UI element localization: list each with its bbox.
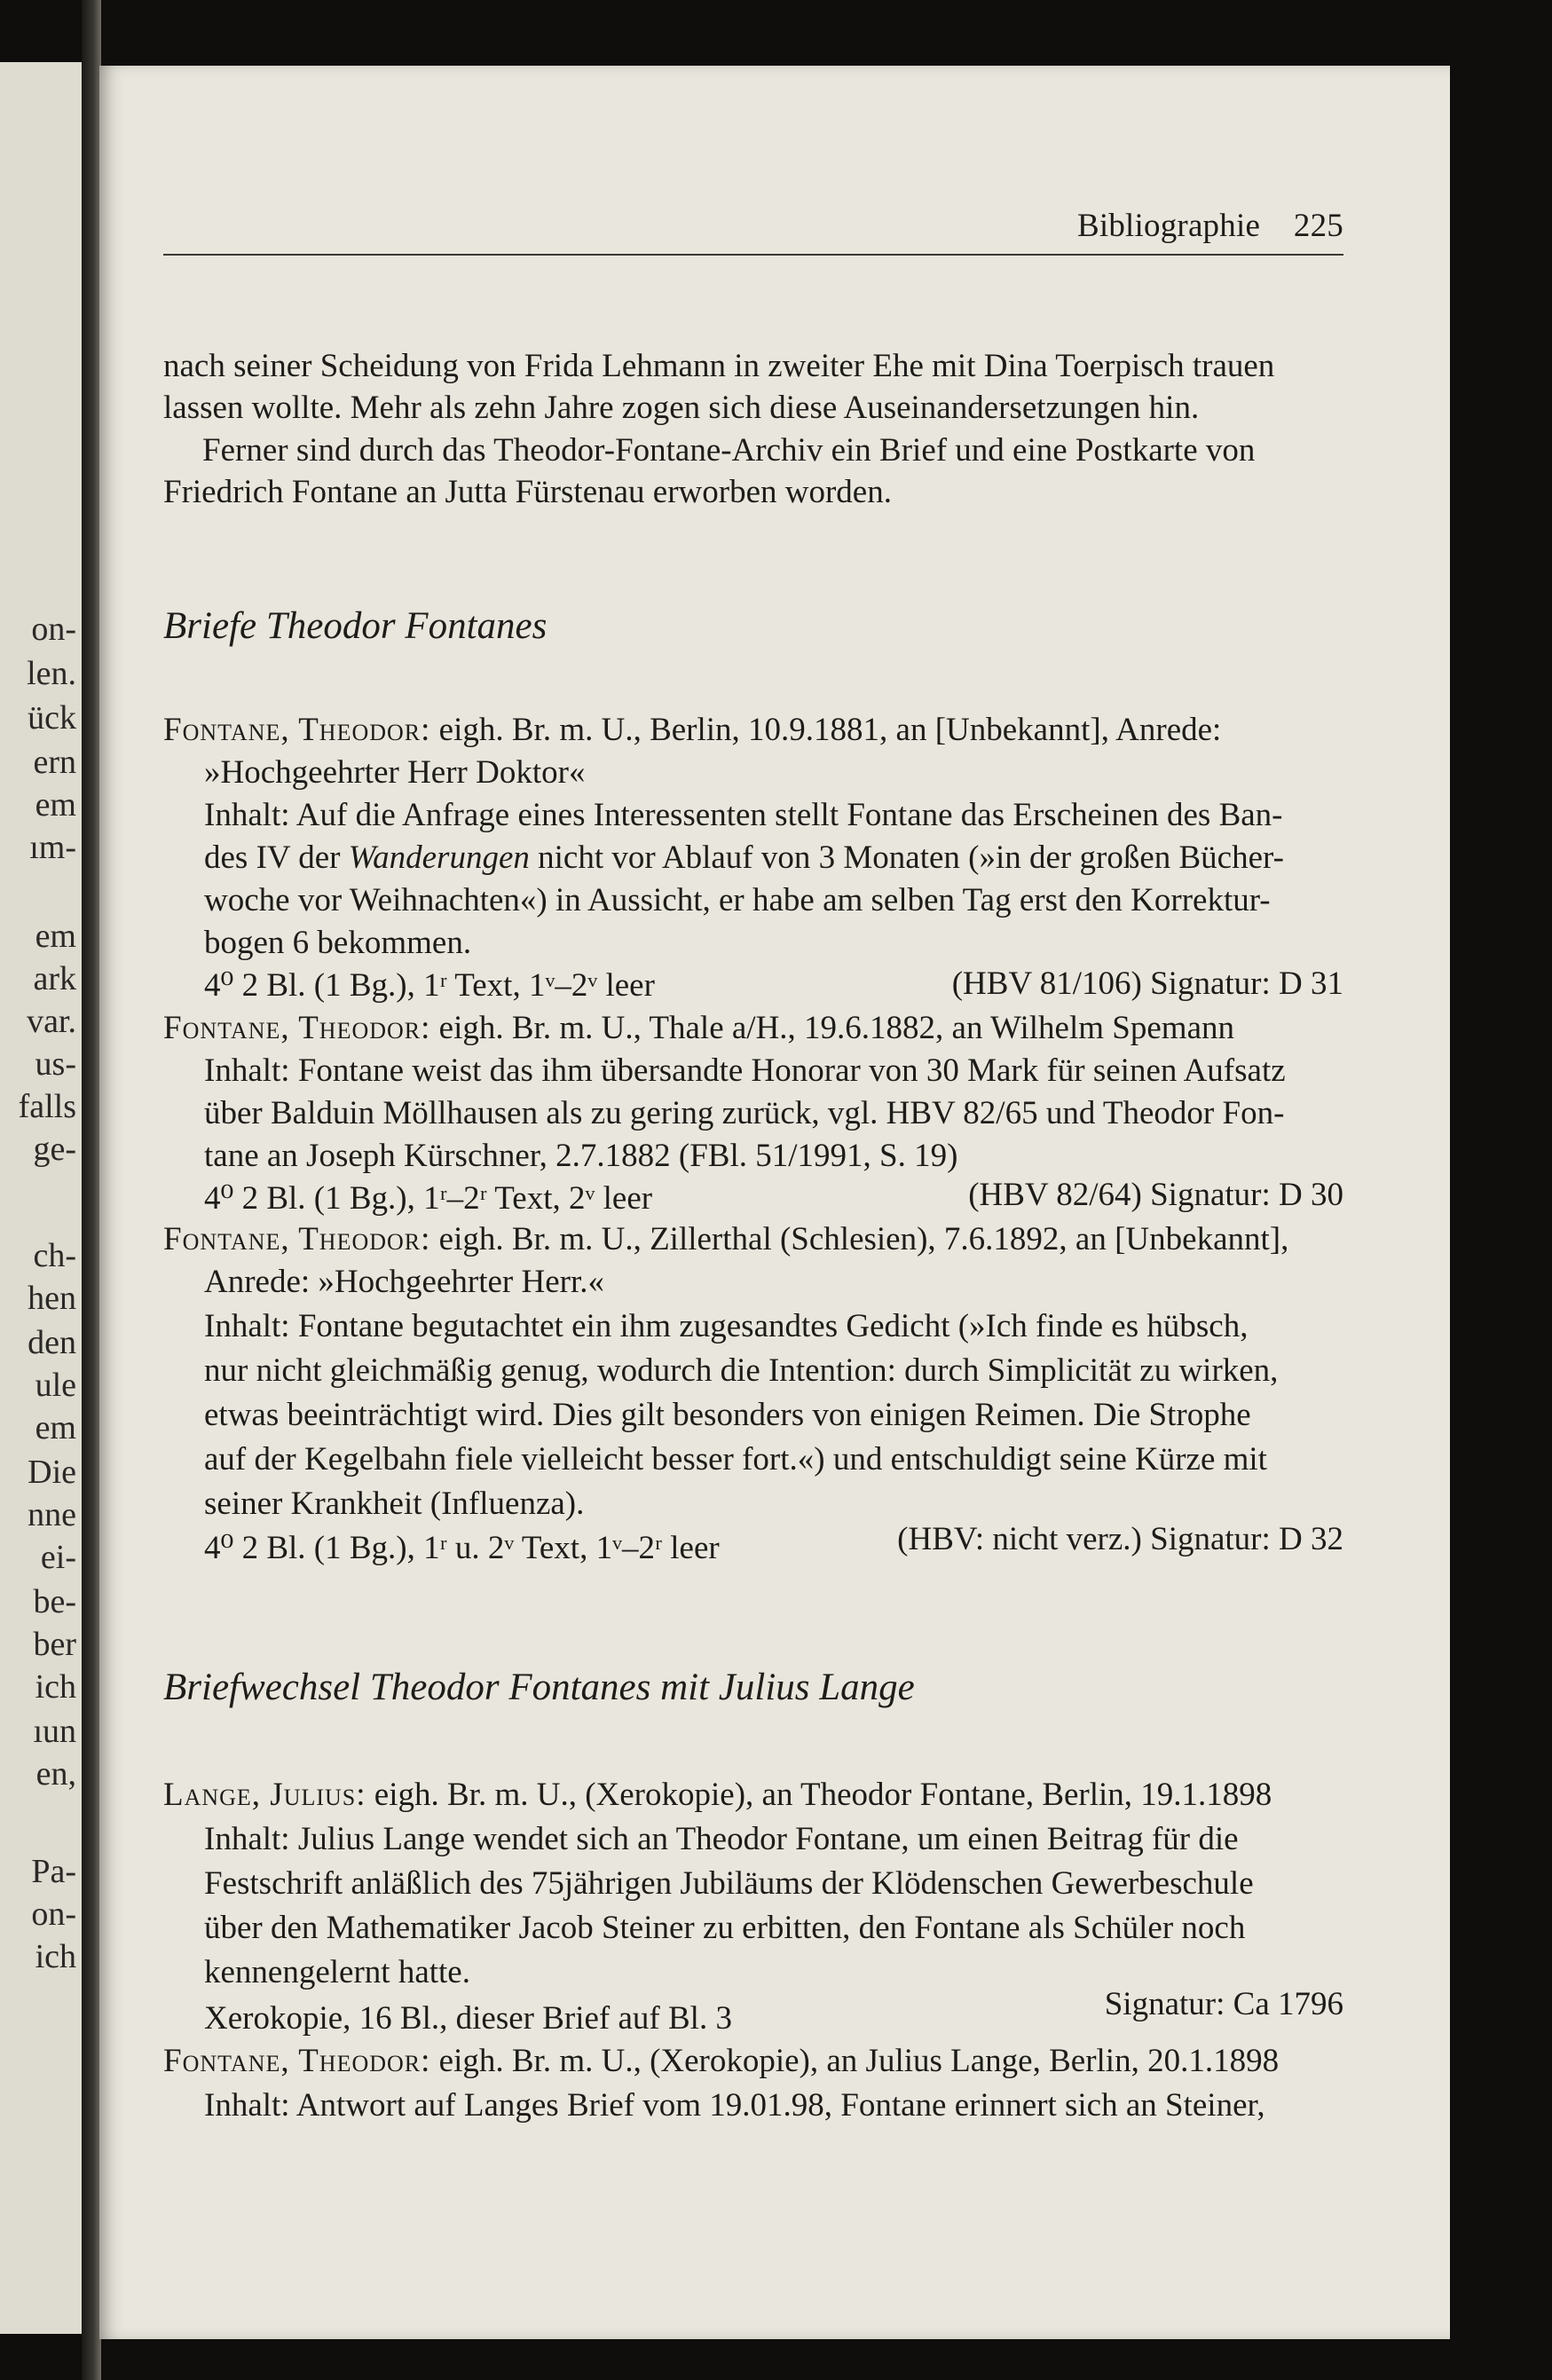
entry-content: des IV der Wanderungen nicht vor Ablauf von 3 Monaten (»in der großen Bücher- [204,839,1284,876]
previous-page-fragment: ım- [29,829,76,866]
work-title: Wanderungen [348,839,530,876]
running-title-text: Bibliographie [1077,208,1261,244]
previous-page-fragment: ule [35,1367,76,1404]
entry-format: 4⁰ 2 Bl. (1 Bg.), 1ʳ–2ʳ Text, 2ᵛ leer [204,1180,653,1217]
entry-content: tane an Joseph Kürschner, 2.7.1882 (FBl. 51/1991, S. 19) [204,1138,958,1174]
previous-page-fragment: ge- [33,1131,76,1168]
previous-page-fragment: ich [35,1668,76,1706]
entry-content: kennengelernt hatte. [204,1954,470,1990]
entry-content: Inhalt: Fontane weist das ihm übersandte Honorar von 30 Mark für seinen Aufsatz [204,1052,1286,1089]
previous-page-fragment: ber [33,1626,76,1663]
running-title [1077,207,1343,245]
previous-page-fragment: Die [28,1454,76,1491]
entry-author: Fontane, Theodor: [163,2043,431,2079]
entry-author: Fontane, Theodor: [163,712,431,748]
previous-page-fragment: us- [35,1045,76,1083]
entry-author: Fontane, Theodor: [163,1221,431,1257]
previous-page-fragment: ei- [40,1539,76,1576]
previous-page-fragment: em [35,1409,76,1446]
section-heading: Briefe Theodor Fontanes [163,605,548,647]
entry-content: seiner Krankheit (Influenza). [204,1486,585,1522]
previous-page-fragment: nne [28,1496,76,1533]
previous-page-fragment: ch- [33,1237,76,1274]
previous-page-fragment: falls [18,1088,76,1125]
entry-content: Inhalt: Fontane begutachtet ein ihm zugesandtes Gedicht (»Ich finde es hübsch, [204,1308,1249,1344]
intro-line: Friedrich Fontane an Jutta Fürstenau erworben worden. [163,474,892,510]
previous-page-fragment: ück [28,699,76,737]
entry-line: Anrede: »Hochgeehrter Herr.« [204,1264,604,1300]
previous-page-fragment: on- [31,1895,76,1933]
previous-page-fragment: be- [33,1583,76,1620]
page-number: 225 [1293,208,1343,244]
entry-content: auf der Kegelbahn fiele vielleicht besser fort.«) und entschuldigt seine Kürze mit [204,1441,1267,1478]
previous-page-fragment: var. [27,1003,76,1040]
previous-page-fragment: len. [27,655,76,692]
entry-author: Fontane, Theodor: [163,1010,431,1046]
book-page [99,66,1450,2339]
previous-page-fragment: ark [33,960,76,997]
previous-page-fragment: den [28,1324,76,1361]
previous-page-edge [0,62,82,2334]
entry-line: Fontane, Theodor: eigh. Br. m. U., Berlin, 10.9.1881, an [Unbekannt], Anrede: [163,712,1222,748]
entry-content: Inhalt: Julius Lange wendet sich an Theodor Fontane, um einen Beitrag für die [204,1821,1239,1857]
previous-page-fragment: em [35,918,76,955]
previous-page-fragment: hen [28,1280,76,1317]
entry-content: Festschrift anläßlich des 75jährigen Jubiläums der Klödenschen Gewerbeschule [204,1865,1254,1902]
previous-page-fragment: en, [35,1755,76,1793]
entry-format: Xerokopie, 16 Bl., dieser Brief auf Bl. 3 [204,2000,732,2037]
entry-content: Inhalt: Antwort auf Langes Brief vom 19.01.98, Fontane erinnert sich an Steiner, [204,2087,1265,2124]
entry-author: Lange, Julius: [163,1777,366,1813]
entry-content: Inhalt: Auf die Anfrage eines Interessenten stellt Fontane das Erscheinen des Ban- [204,797,1283,833]
book-gutter [82,0,101,2380]
entry-line: Fontane, Theodor: eigh. Br. m. U., Zillerthal (Schlesien), 7.6.1892, an [Unbekannt], [163,1221,1289,1257]
previous-page-fragment: em [35,786,76,824]
entry-content: über Balduin Möllhausen als zu gering zurück, vgl. HBV 82/65 und Theodor Fon- [204,1095,1285,1131]
previous-page-fragment: ich [35,1938,76,1975]
entry-content: woche vor Weihnachten«) in Aussicht, er habe am selben Tag erst den Korrektur- [204,882,1271,918]
intro-line: Ferner sind durch das Theodor-Fontane-Archiv ein Brief und eine Postkarte von [202,432,1256,469]
entry-signature: (HBV: nicht verz.) Signatur: D 32 [897,1521,1343,1557]
entry-line: »Hochgeehrter Herr Doktor« [204,754,586,791]
entry-content: nur nicht gleichmäßig genug, wodurch die Intention: durch Simplicität zu wirken, [204,1352,1279,1389]
entry-line: Fontane, Theodor: eigh. Br. m. U., (Xerokopie), an Julius Lange, Berlin, 20.1.1898 [163,2043,1280,2079]
entry-content: bogen 6 bekommen. [204,925,472,961]
entry-line: Fontane, Theodor: eigh. Br. m. U., Thale a/H., 19.6.1882, an Wilhelm Spemann [163,1010,1234,1046]
previous-page-fragment: Pa- [31,1853,76,1890]
page-header [163,201,1343,256]
section-heading: Briefwechsel Theodor Fontanes mit Julius Lange [163,1667,915,1708]
previous-page-fragment: on- [31,611,76,648]
entry-signature: Signatur: Ca 1796 [1104,1986,1343,2022]
entry-format: 4⁰ 2 Bl. (1 Bg.), 1ʳ Text, 1ᵛ–2ᵛ leer [204,967,655,1004]
entry-signature: (HBV 81/106) Signatur: D 31 [951,965,1343,1002]
intro-line: lassen wollte. Mehr als zehn Jahre zogen sich diese Auseinandersetzungen hin. [163,390,1200,426]
previous-page-fragment: ern [33,744,76,781]
entry-content: etwas beeinträchtigt wird. Dies gilt besonders von einigen Reimen. Die Strophe [204,1397,1251,1433]
entry-content: über den Mathematiker Jacob Steiner zu erbitten, den Fontane als Schüler noch [204,1910,1246,1946]
entry-signature: (HBV 82/64) Signatur: D 30 [968,1177,1343,1213]
previous-page-fragment: ıun [33,1713,76,1750]
entry-format: 4⁰ 2 Bl. (1 Bg.), 1ʳ u. 2ᵛ Text, 1ᵛ–2ʳ leer [204,1530,720,1566]
entry-line: Lange, Julius: eigh. Br. m. U., (Xerokopie), an Theodor Fontane, Berlin, 19.1.1898 [163,1777,1272,1813]
intro-line: nach seiner Scheidung von Frida Lehmann in zweiter Ehe mit Dina Toerpisch trauen [163,348,1275,384]
